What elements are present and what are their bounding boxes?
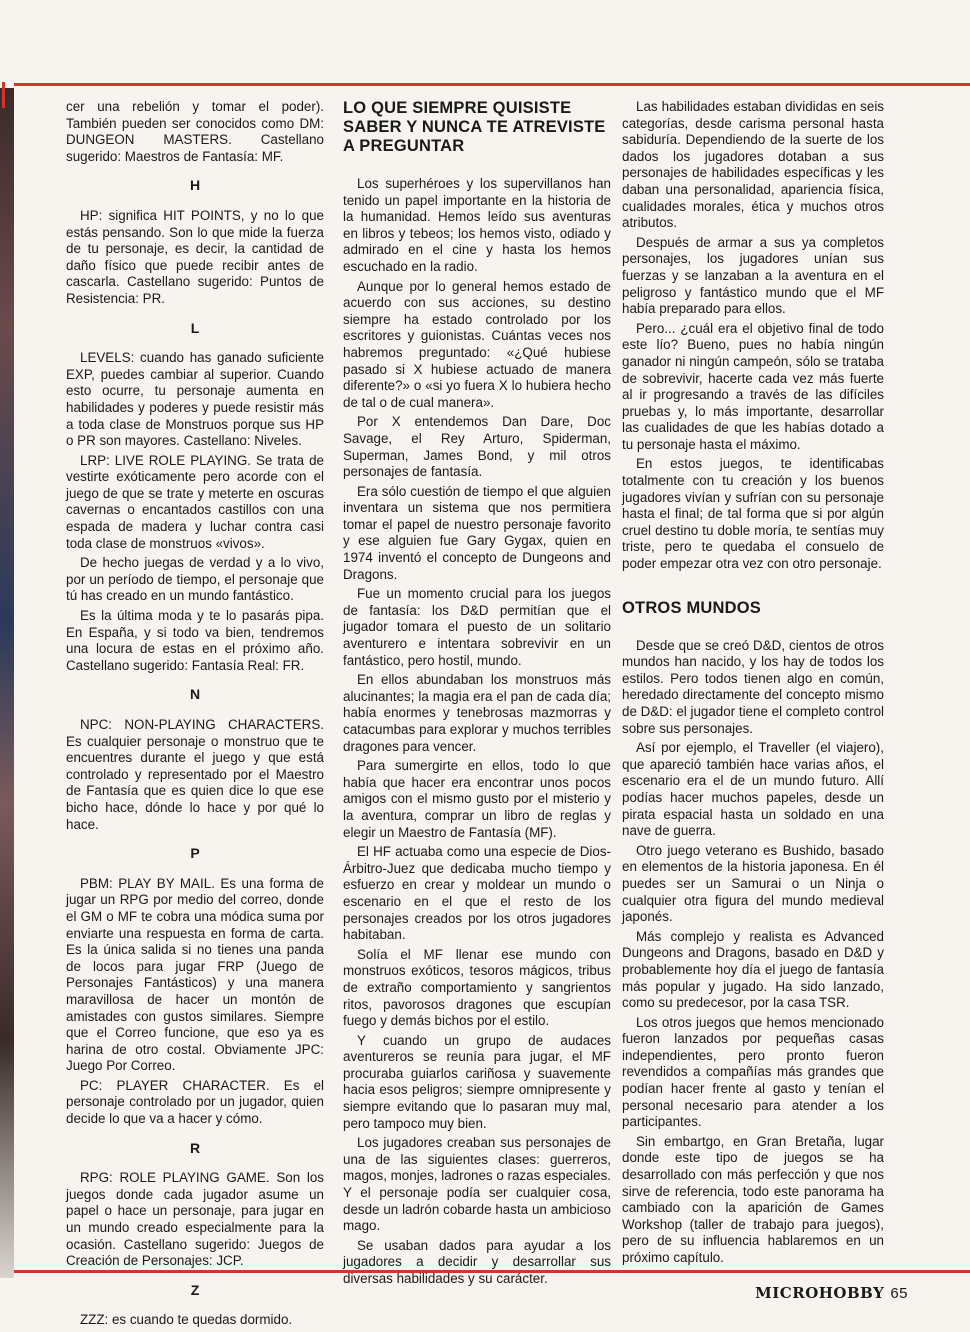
glossary-letter-h: H bbox=[189, 177, 201, 194]
article-paragraph: Así por ejemplo, el Traveller (el viajero), que apareció también hace varias años, el escenario era el de un mundo futuro. Allí podías hacer muchos papeles, desde un pirata espacial hasta un soldado en una nave de guerra. bbox=[622, 740, 884, 839]
section-heading: OTROS MUNDOS bbox=[622, 598, 761, 617]
article-paragraph: Desde que se creó D&D, cientos de otros mundos han nacido, y los hay de todos los estilos. Pero todos tienen algo en común, heredado directamente del concepto mismo de D&D: el jugador tiene el completo control sobre sus personajes. bbox=[622, 637, 885, 736]
page-footer bbox=[755, 1284, 908, 1302]
red-tick-mark bbox=[2, 82, 5, 108]
column-article-continued bbox=[622, 99, 884, 1270]
glossary-paragraph: cer una rebelión y tomar el poder). También pueden ser conocidos como DM: DUNGEON MASTERS. Castellano sugerido: Maestros de Fantasía: MF. bbox=[66, 99, 324, 164]
section-heading: LO QUE SIEMPRE QUISISTE SABER Y NUNCA TE ATREVISTE A PREGUNTAR bbox=[343, 99, 606, 155]
article-paragraph: Pero... ¿cuál era el objetivo final de todo este lío? Bueno, pues no había ningún ganador ni ningún campeón, sólo se trataba de sobrevivir, hacerte cada vez más fuerte al ir progresando a través de las difíciles pruebas y, lo más importante, desarrollar las cualidades de que les habías dotado a tu personaje hasta el máximo. bbox=[622, 320, 884, 452]
glossary-entry-hp: HP: significa HIT POINTS, y no lo que estás pensando. Son lo que mide la fuerza de tu personaje, es decir, la cantidad de daño físico que puede recibir antes de cascarla. Castellano sugerido: Puntos de Resistencia: PR. bbox=[66, 207, 324, 306]
article-paragraph: Y cuando un grupo de audaces aventureros se reunía para jugar, el MF procuraba guiarlos cariñosa y suavemente hacia esos peligros; siempre omnipresente y siempre evitando que lo pasaran muy mal, pero tampoco muy bien. bbox=[343, 1032, 611, 1131]
article-paragraph: Se usaban dados para ayudar a los jugadores a decidir y desarrollar sus diversas habilidades y su carácter. bbox=[343, 1237, 611, 1286]
article-paragraph: El HF actuaba como una especie de Dios-Árbitro-Juez que dedicaba mucho tiempo y esfuerzo en crear y moldear un mundo o escenario en el que el resto de los personajes creados por los otros jugadores habitaban. bbox=[343, 844, 611, 943]
glossary-letter-z: Z bbox=[190, 1281, 200, 1298]
article-paragraph: Era sólo cuestión de tiempo el que alguien inventara un sistema que nos permitiera tomar el papel de nuestro personaje favorito y ese alguien fue Gary Gygax, quien en 1974 inventó el concepto de Dungeons and Dragons. bbox=[343, 483, 611, 582]
article-paragraph: Fue un momento crucial para los juegos de fantasía: los D&D permitían que el jugador tomara el puesto de un solitario aventurero e intentara sobrevivir en un fantástico, pero hostil, mundo. bbox=[343, 586, 611, 668]
glossary-entry-pbm: PBM: PLAY BY MAIL. Es una forma de jugar un RPG por medio del correo, donde el GM o MF te cobra una módica suma por enviarte una respuesta en forma de carta. Es la única salida si no tienes una panda de locos para jugar FRP (Juego de Personajes Fantásticos) y una manera maravillosa de hacer un montón de amistades con gustos similares. Siempre que el Correo funcione, que eso ya es harina de otro costal. Obviamente JPC: Juego Por Correo. bbox=[66, 875, 324, 1074]
glossary-entry-zzz: ZZZ: es cuando te quedas dormido. bbox=[80, 1312, 293, 1328]
column-glossary bbox=[66, 99, 324, 1332]
article-paragraph: Para sumergirte en ellos, todo lo que había que hacer era encontrar unos pocos amigos con el mismo gusto por el misterio y la aventura, comprar un libro de reglas y elegir un Maestro de Fantasía (MF). bbox=[343, 758, 611, 840]
article-paragraph: Más complejo y realista es Advanced Dungeons and Dragons, basado en D&D y probablemente hoy día el juego de fantasía más popular y jugado. Ha sido lanzado, como su predecesor, por la casa TSR. bbox=[622, 928, 884, 1011]
glossary-letter-l: L bbox=[190, 319, 200, 336]
glossary-entry-levels: LEVELS: cuando has ganado suficiente EXP, puedes cambiar al superior. Cuando esto ocurre, tu personaje aumenta en habilidades y poderes y puede resistir más a toda clase de Monstruos porque sus HP o PR son mayores. Castellano: Niveles. bbox=[66, 350, 324, 449]
article-paragraph: Por X entendemos Dan Dare, Doc Savage, el Rey Arturo, Spiderman, Superman, James Bond, y mil otros personajes de fantasía. bbox=[343, 414, 611, 480]
glossary-letter-r: R bbox=[189, 1139, 201, 1156]
article-paragraph: En estos juegos, te identificabas totalmente con tu creación y los buenos jugadores vivían y sufrían con su personaje hasta el final; de tal forma que si por algún cruel destino tu doble moría, te sentías muy triste, pero te quedaba el consuelo de poder empezar otra vez con otro personaje. bbox=[622, 456, 884, 572]
page-number: 65 bbox=[890, 1285, 908, 1302]
glossary-entry-npc: NPC: NON-PLAYING CHARACTERS. Es cualquier personaje o monstruo que te encuentres durante el juego y que está controlado y representado por el Maestro de Fantasía que es quien dice lo que ese bicho hace, dónde lo hace y por qué lo hace. bbox=[66, 717, 324, 832]
glossary-entry-pc: PC: PLAYER CHARACTER. Es el personaje controlado por un jugador, quien decide lo que va a hacer y cómo. bbox=[66, 1077, 324, 1127]
glossary-letter-p: P bbox=[190, 845, 200, 862]
glossary-letter-n: N bbox=[189, 686, 201, 703]
article-paragraph: Los superhéroes y los supervillanos han tenido un papel importante en la historia de la humanidad. Hemos leído sus aventuras en libros y tebeos; los hemos visto, odiado y admirado en el cine y hasta los hemos escuchado en la radio. bbox=[343, 176, 611, 274]
adjacent-page-photo-edge bbox=[0, 88, 14, 1278]
article-paragraph: Solía el MF llenar ese mundo con monstruos exóticos, tesoros mágicos, tribus de extraño comportamiento y sangrientos ritos, pavorosos dragones que escupían fuego y demás bichos por el estilo. bbox=[343, 946, 611, 1029]
glossary-entry-rpg: RPG: ROLE PLAYING GAME. Son los juegos donde cada jugador asume un papel o hace un personaje, para jugar en un mundo creado especialmente para la ocasión. Castellano sugerido: Juegos de Creación de Personajes: JCP. bbox=[66, 1170, 324, 1269]
article-paragraph: Sin embartgo, en Gran Bretaña, lugar donde este tipo de juegos se ha desarrollado con más perfección y que nos sirve de referencia, todo este panorama ha cambiado con la aparición de Games Workshop (taller de trabajo para juegos), pero de su influencia hablaremos en un próximo capítulo. bbox=[622, 1133, 884, 1265]
magazine-name: MICROHOBBY bbox=[755, 1284, 885, 1302]
article-paragraph: Otro juego veterano es Bushido, basado en elementos de la historia japonesa. En él puedes ser un Samurai o un Ninja o cualquier otra figura del mundo medieval japonés. bbox=[622, 842, 884, 925]
article-paragraph: Los jugadores creaban sus personajes de una de las siguientes clases: guerreros, magos, monjes, ladrones o razas especiales. Y el personaje podía ser cualquier cosa, desde un ladrón cobarde hasta un ambicioso mago. bbox=[343, 1135, 611, 1234]
glossary-entry-lrp: LRP: LIVE ROLE PLAYING. Se trata de vestirte exóticamente pero acorde con el juego de que se trate y meterte en oscuras cavernas o encantados castillos con una espada de madera y luchar contra casi toda clase de monstruos «vivos». bbox=[66, 452, 324, 551]
glossary-paragraph: Es la última moda y te lo pasarás pipa. En España, y si todo va bien, tendremos una locura de estas en el próximo año. Castellano sugerido: Fantasía Real: FR. bbox=[66, 608, 324, 673]
article-paragraph: En ellos abundaban los monstruos más alucinantes; la magia era el pan de cada día; había enormes y tenebrosas mazmorras y catacumbas para explorar y muchos terribles dragones para vencer. bbox=[343, 672, 611, 754]
column-article-intro bbox=[343, 99, 611, 1291]
glossary-paragraph: De hecho juegas de verdad y a lo vivo, por un período de tiempo, el personaje que tú has creado en un mundo fantástico. bbox=[66, 555, 324, 604]
article-paragraph: Los otros juegos que hemos mencionado fueron lanzados por pequeñas casas independientes, pero pronto fueron revendidos a compañías más grandes que podían hacer frente al gasto y tenían el personal necesario para atender a los participantes. bbox=[622, 1014, 884, 1130]
article-paragraph: Las habilidades estaban divididas en seis categorías, desde carisma personal hasta sabiduría. Dependiendo de la suerte de los dados los jugadores dotaban a sus personajes de habilidades específicas y les daban una personalidad, apariencia física, cualidades morales, ética y muchos otros atributos. bbox=[622, 99, 884, 231]
article-paragraph: Después de armar a sus ya completos personajes, los jugadores unían sus fuerzas y se lanzaban a la aventura en el peligroso y fantástico mundo que el MF había preparado para ellos. bbox=[622, 234, 884, 317]
article-paragraph: Aunque por lo general hemos estado de acuerdo con sus acciones, su destino siempre ha estado controlado por los escritores y guionistas. Cuántas veces nos habremos preguntado: «¿Qué hubiese pasado si X hubiese actuado de manera diferente?» o «si yo fuera X lo hubiera hecho de tal o de cual manera». bbox=[343, 278, 611, 410]
